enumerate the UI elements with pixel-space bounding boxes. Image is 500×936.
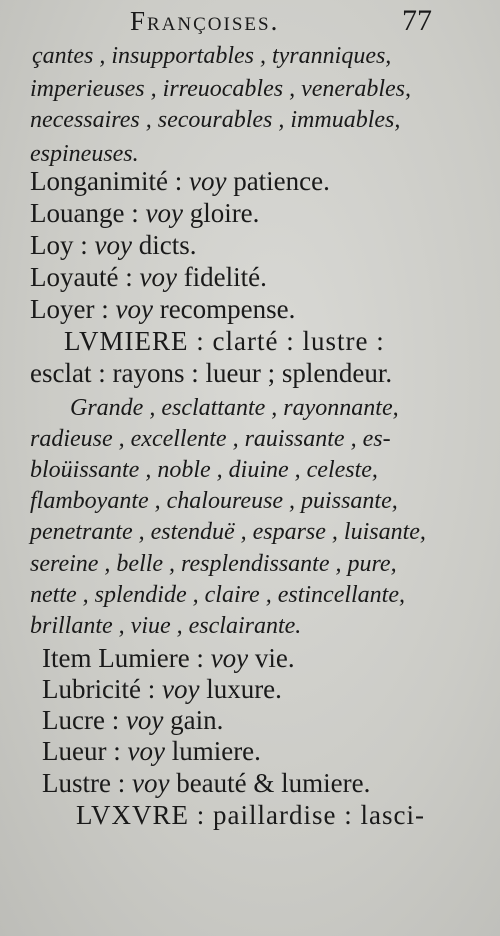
entry-line [30, 264, 267, 291]
entry-voy: voy [131, 768, 170, 798]
paragraph-line: bloüissante , noble , diuine , celeste, [30, 457, 378, 483]
entry-word: Loyer : [30, 294, 109, 324]
entry-line [30, 200, 259, 227]
entry-word: Item Lumiere : [42, 643, 204, 673]
entry-line [30, 296, 295, 323]
page-number: 77 [402, 4, 432, 37]
headword-line: LVXVRE : paillardise : lasci- [76, 800, 425, 830]
entry-voy: voy [161, 674, 200, 704]
paragraph-line: sereine , belle , resplendissante , pure, [30, 551, 397, 577]
paragraph-line: penetrante , estenduë , esparse , luisante, [30, 519, 426, 545]
entry-ref: gain. [170, 705, 224, 735]
entry-ref: luxure. [206, 674, 282, 704]
entry-voy: voy [94, 230, 132, 260]
entry-word: Lueur : [42, 736, 121, 766]
entry-voy: voy [145, 198, 183, 228]
paragraph-line: radieuse , excellente , rauissante , es- [30, 426, 391, 452]
headword-line: esclat : rayons : lueur ; splendeur. [30, 358, 393, 388]
entry-ref: dicts. [138, 230, 197, 260]
entry-ref: beauté & lumiere. [176, 768, 371, 798]
entry-voy: voy [127, 736, 165, 766]
entry-line [42, 645, 295, 672]
paragraph-line: Grande , esclattante , rayonnante, [70, 395, 399, 421]
entry-ref: patience. [233, 166, 330, 196]
running-title: Françoises. [130, 6, 280, 36]
entry-line [42, 770, 370, 797]
entry-voy: voy [115, 294, 153, 324]
entry-voy: voy [139, 262, 177, 292]
entry-word: Loy : [30, 230, 88, 260]
headword-line: LVMIERE : clarté : lustre : [64, 326, 385, 356]
entry-word: Lucre : [42, 705, 120, 735]
paragraph-line: imperieuses , irreuocables , venerables, [30, 76, 412, 102]
entry-word: Loyauté : [30, 262, 133, 292]
paragraph-line: nette , splendide , claire , estincellante, [30, 582, 405, 608]
entry-ref: lumiere. [171, 736, 261, 766]
entry-word: Longanimité : [30, 166, 183, 196]
entry-ref: fidelité. [183, 262, 267, 292]
entry-line [42, 707, 223, 734]
entry-word: Lubricité : [42, 674, 156, 704]
entry-ref: gloire. [189, 198, 260, 228]
paragraph-line: necessaires , secourables , immuables, [30, 107, 401, 133]
entry-word: Louange : [30, 198, 139, 228]
entry-line [42, 738, 261, 765]
entry-line [30, 168, 330, 195]
entry-voy: voy [188, 166, 227, 196]
entry-word: Lustre : [42, 768, 126, 798]
entry-line [30, 232, 196, 259]
entry-ref: vie. [254, 643, 295, 673]
entry-voy: voy [210, 643, 249, 673]
entry-line [42, 676, 282, 703]
paragraph-line: espineuses. [30, 141, 139, 167]
paragraph-line: flamboyante , chaloureuse , puissante, [30, 488, 398, 514]
entry-voy: voy [125, 705, 164, 735]
paragraph-line: çantes , insupportables , tyranniques, [32, 43, 392, 69]
entry-ref: recompense. [159, 294, 296, 324]
paragraph-line: brillante , viue , esclairante. [30, 613, 302, 639]
